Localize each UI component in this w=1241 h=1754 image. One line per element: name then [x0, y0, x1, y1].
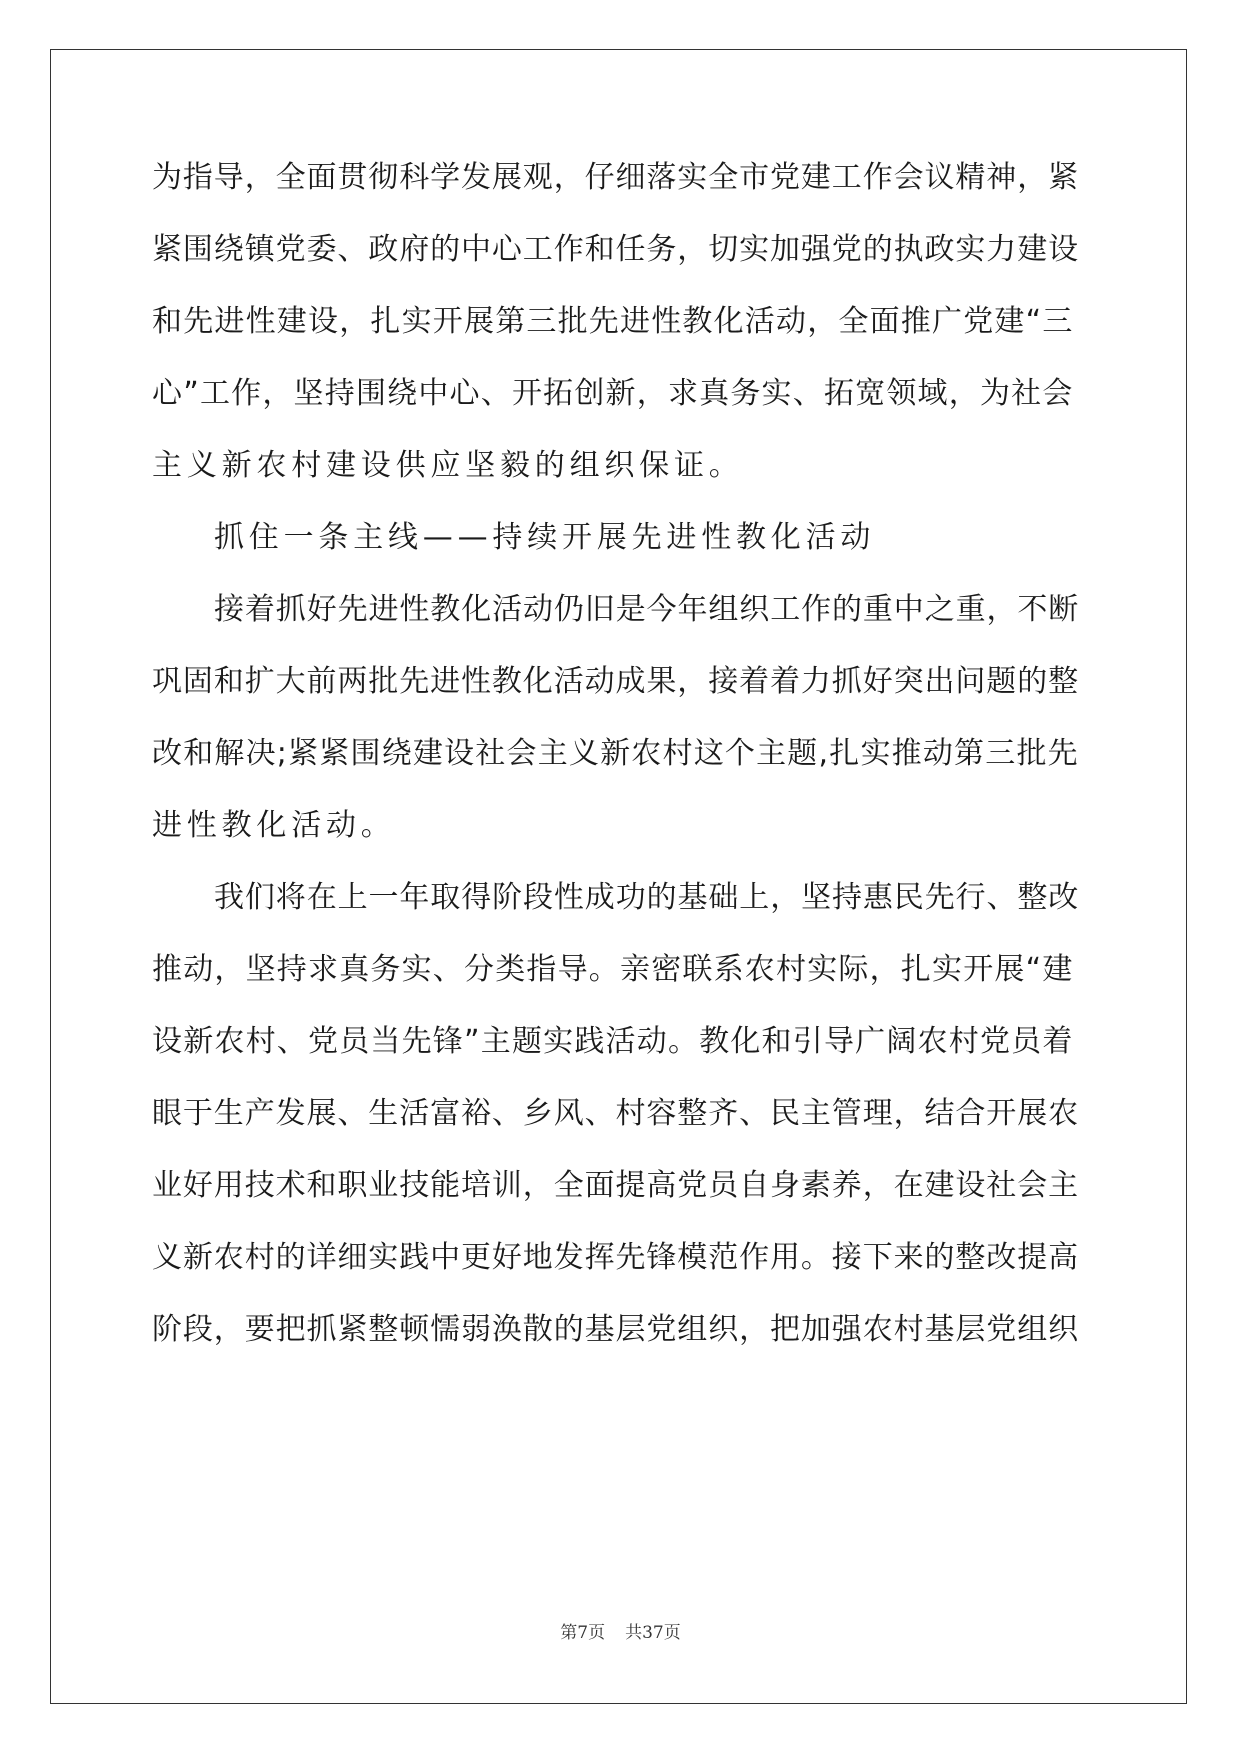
text-line: 紧围绕镇党委、政府的中心工作和任务，切实加强党的执政实力建设	[152, 232, 1079, 267]
page-number: 第7页	[560, 1623, 606, 1643]
text-line: 心”工作，坚持围绕中心、开拓创新，求真务实、拓宽领域，为社会	[152, 376, 1074, 411]
text-line: 业好用技术和职业技能培训，全面提高党员自身素养，在建设社会主	[152, 1168, 1079, 1203]
text-line: 巩固和扩大前两批先进性教化活动成果，接着着力抓好突出问题的整	[152, 664, 1079, 699]
page-footer	[0, 1622, 1241, 1644]
text-line: 为指导，全面贯彻科学发展观，仔细落实全市党建工作会议精神，紧	[152, 160, 1079, 195]
text-line: 阶段，要把抓紧整顿懦弱涣散的基层党组织，把加强农村基层党组织	[152, 1312, 1079, 1347]
page-border	[50, 49, 1187, 1704]
text-line: 和先进性建设，扎实开展第三批先进性教化活动，全面推广党建“三	[152, 304, 1074, 339]
text-line: 推动，坚持求真务实、分类指导。亲密联系农村实际，扎实开展“建	[152, 952, 1074, 987]
page-total: 共37页	[625, 1623, 681, 1643]
section-heading: 抓住一条主线——持续开展先进性教化活动	[214, 520, 876, 555]
text-line: 接着抓好先进性教化活动仍旧是今年组织工作的重中之重，不断	[214, 592, 1080, 627]
text-line: 改和解决;紧紧围绕建设社会主义新农村这个主题,扎实推动第三批先	[152, 736, 1079, 771]
text-line: 设新农村、党员当先锋”主题实践活动。教化和引导广阔农村党员着	[152, 1024, 1074, 1059]
text-line: 我们将在上一年取得阶段性成功的基础上，坚持惠民先行、整改	[214, 880, 1080, 915]
text-line: 主义新农村建设供应坚毅的组织保证。	[152, 448, 744, 483]
text-line: 义新农村的详细实践中更好地发挥先锋模范作用。接下来的整改提高	[152, 1240, 1079, 1275]
text-line: 进性教化活动。	[152, 808, 396, 843]
text-line: 眼于生产发展、生活富裕、乡风、村容整齐、民主管理，结合开展农	[152, 1096, 1079, 1131]
